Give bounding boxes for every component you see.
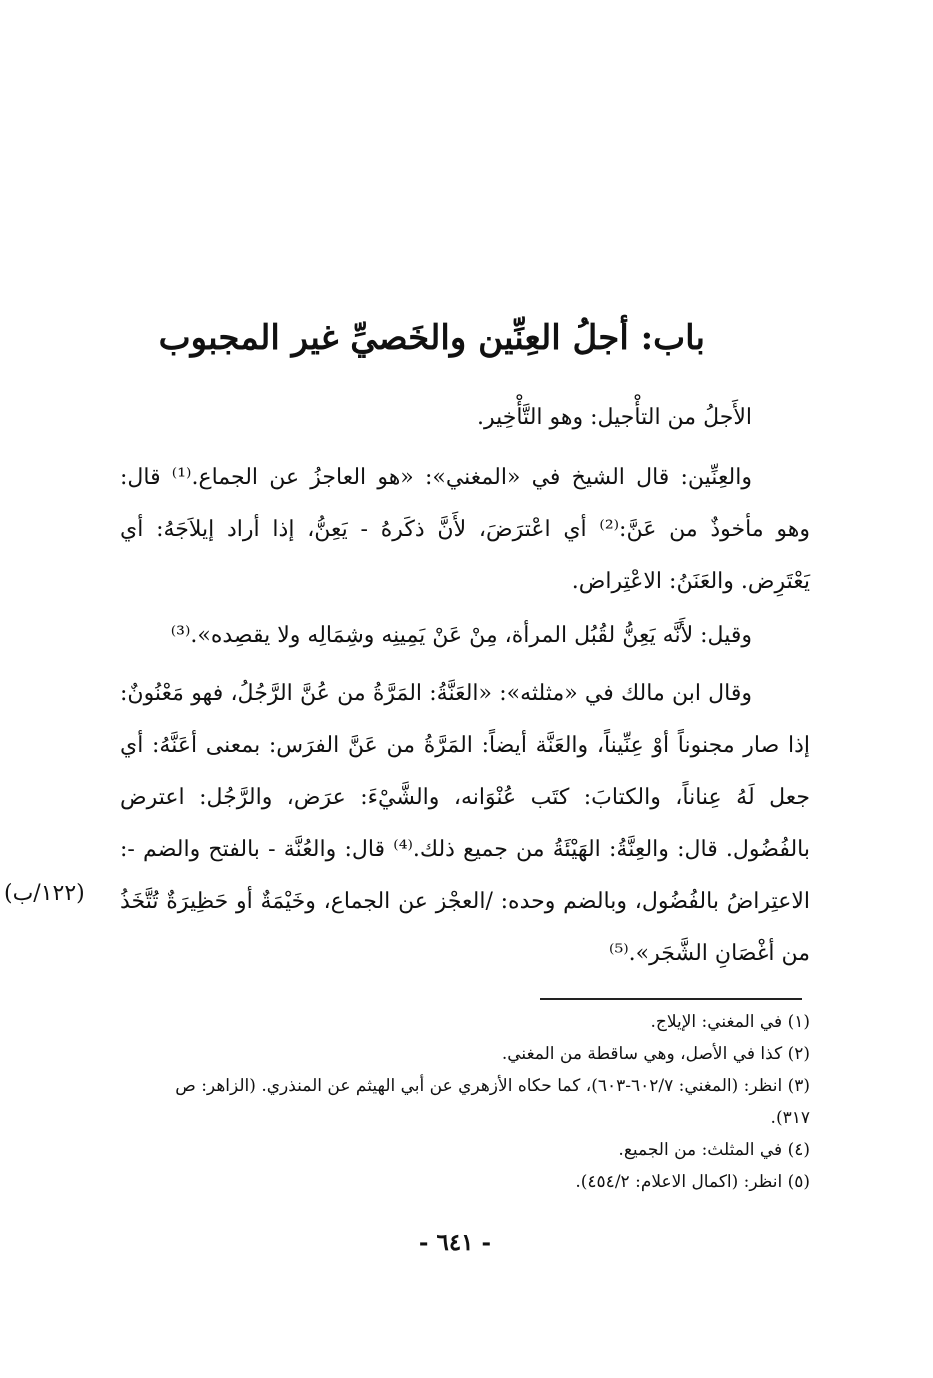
- paragraph-ajal: [120, 392, 810, 444]
- footnote-3: (٣) انظر: (المغني: ٦٠٢/٧-٦٠٣)، كما حكاه الأزهري عن أبي الهيثم عن المنذري. (الزاهر: ص ٣١٧).: [175, 1076, 810, 1128]
- chapter-title: باب: أجلُ العِنِّين والخَصيِّ غير المجبوب: [158, 318, 705, 358]
- paragraph-text: الأَجلُ من التأْجيل: وهو التَّأْخِير.: [476, 405, 752, 430]
- manuscript-folio-marker: (١٢٢/ب): [4, 881, 85, 906]
- paragraph-qil: [120, 610, 810, 662]
- paragraph-text: وقيل: لأَنَّه يَعِنُّ لقُبُل المرأة، مِنْ عَنْ يَمِينِه وشِمَالِه ولا يقصِده».⁽³⁾: [170, 623, 752, 648]
- footnote-1: (١) في المغني: الإيلاج.: [650, 1012, 810, 1032]
- paragraph-text: والعِنِّين: قال الشيخ في «المغني»: «هو العاجزُ عن الجماع.⁽¹⁾ قال: وهو مأخوذٌ من عَنَّ:⁽²⁾ أي اعْترَضَ، لأَنَّ ذكَرهُ - يَعِنُّ، إذا أراد إيلاَجَهُ: أي يَعْتَرِض. والعَنَنُ: الاعْتِراض.: [120, 465, 810, 594]
- footnote-2: (٢) كذا في الأصل، وهي ساقطة من المغني.: [501, 1044, 810, 1064]
- footnote-divider: [540, 998, 802, 1000]
- footnotes: [150, 1006, 810, 1198]
- page-number: - ٦٤١ -: [418, 1229, 492, 1256]
- paragraph-ibn-malik: [120, 668, 810, 980]
- paragraph-innin: [120, 452, 810, 608]
- footnote-4: (٤) في المثلث: من الجميع.: [618, 1140, 810, 1160]
- footnote-5: (٥) انظر: (اكمال الاعلام: ٤٥٤/٢).: [575, 1172, 810, 1192]
- paragraph-text: وقال ابن مالك في «مثلثه»: «العَنَّةُ: المَرَّةُ من عُنَّ الرَّجُلُ، فهو مَعْنُونٌ: إذا صار مجنوناً أوْ عِنِّيناً، والعَنَّة أيضاً: المَرَّةُ من عَنَّ الفرَس: بمعنى أعَنَّهُ: أي جعل لَهُ عِناناً، والكتابَ: كتَب عُنْوَانه، والشَّيْءَ: عرَض، والرَّجُل: اعترض بالفُضُول. قال: والعِنَّةُ: الهَيْئَةُ من جميع ذلك.⁽⁴⁾ قال: والعُنَّة - بالفتح والضم -: الاعتِراضُ بالفُضُول، وبالضم وحده: /العجْز عن الجماع، وخَيْمَةٌ أو حَظِيرَةٌ تُتَّخَذُ من أغْصَانِ الشَّجَر».⁽⁵⁾: [120, 681, 811, 966]
